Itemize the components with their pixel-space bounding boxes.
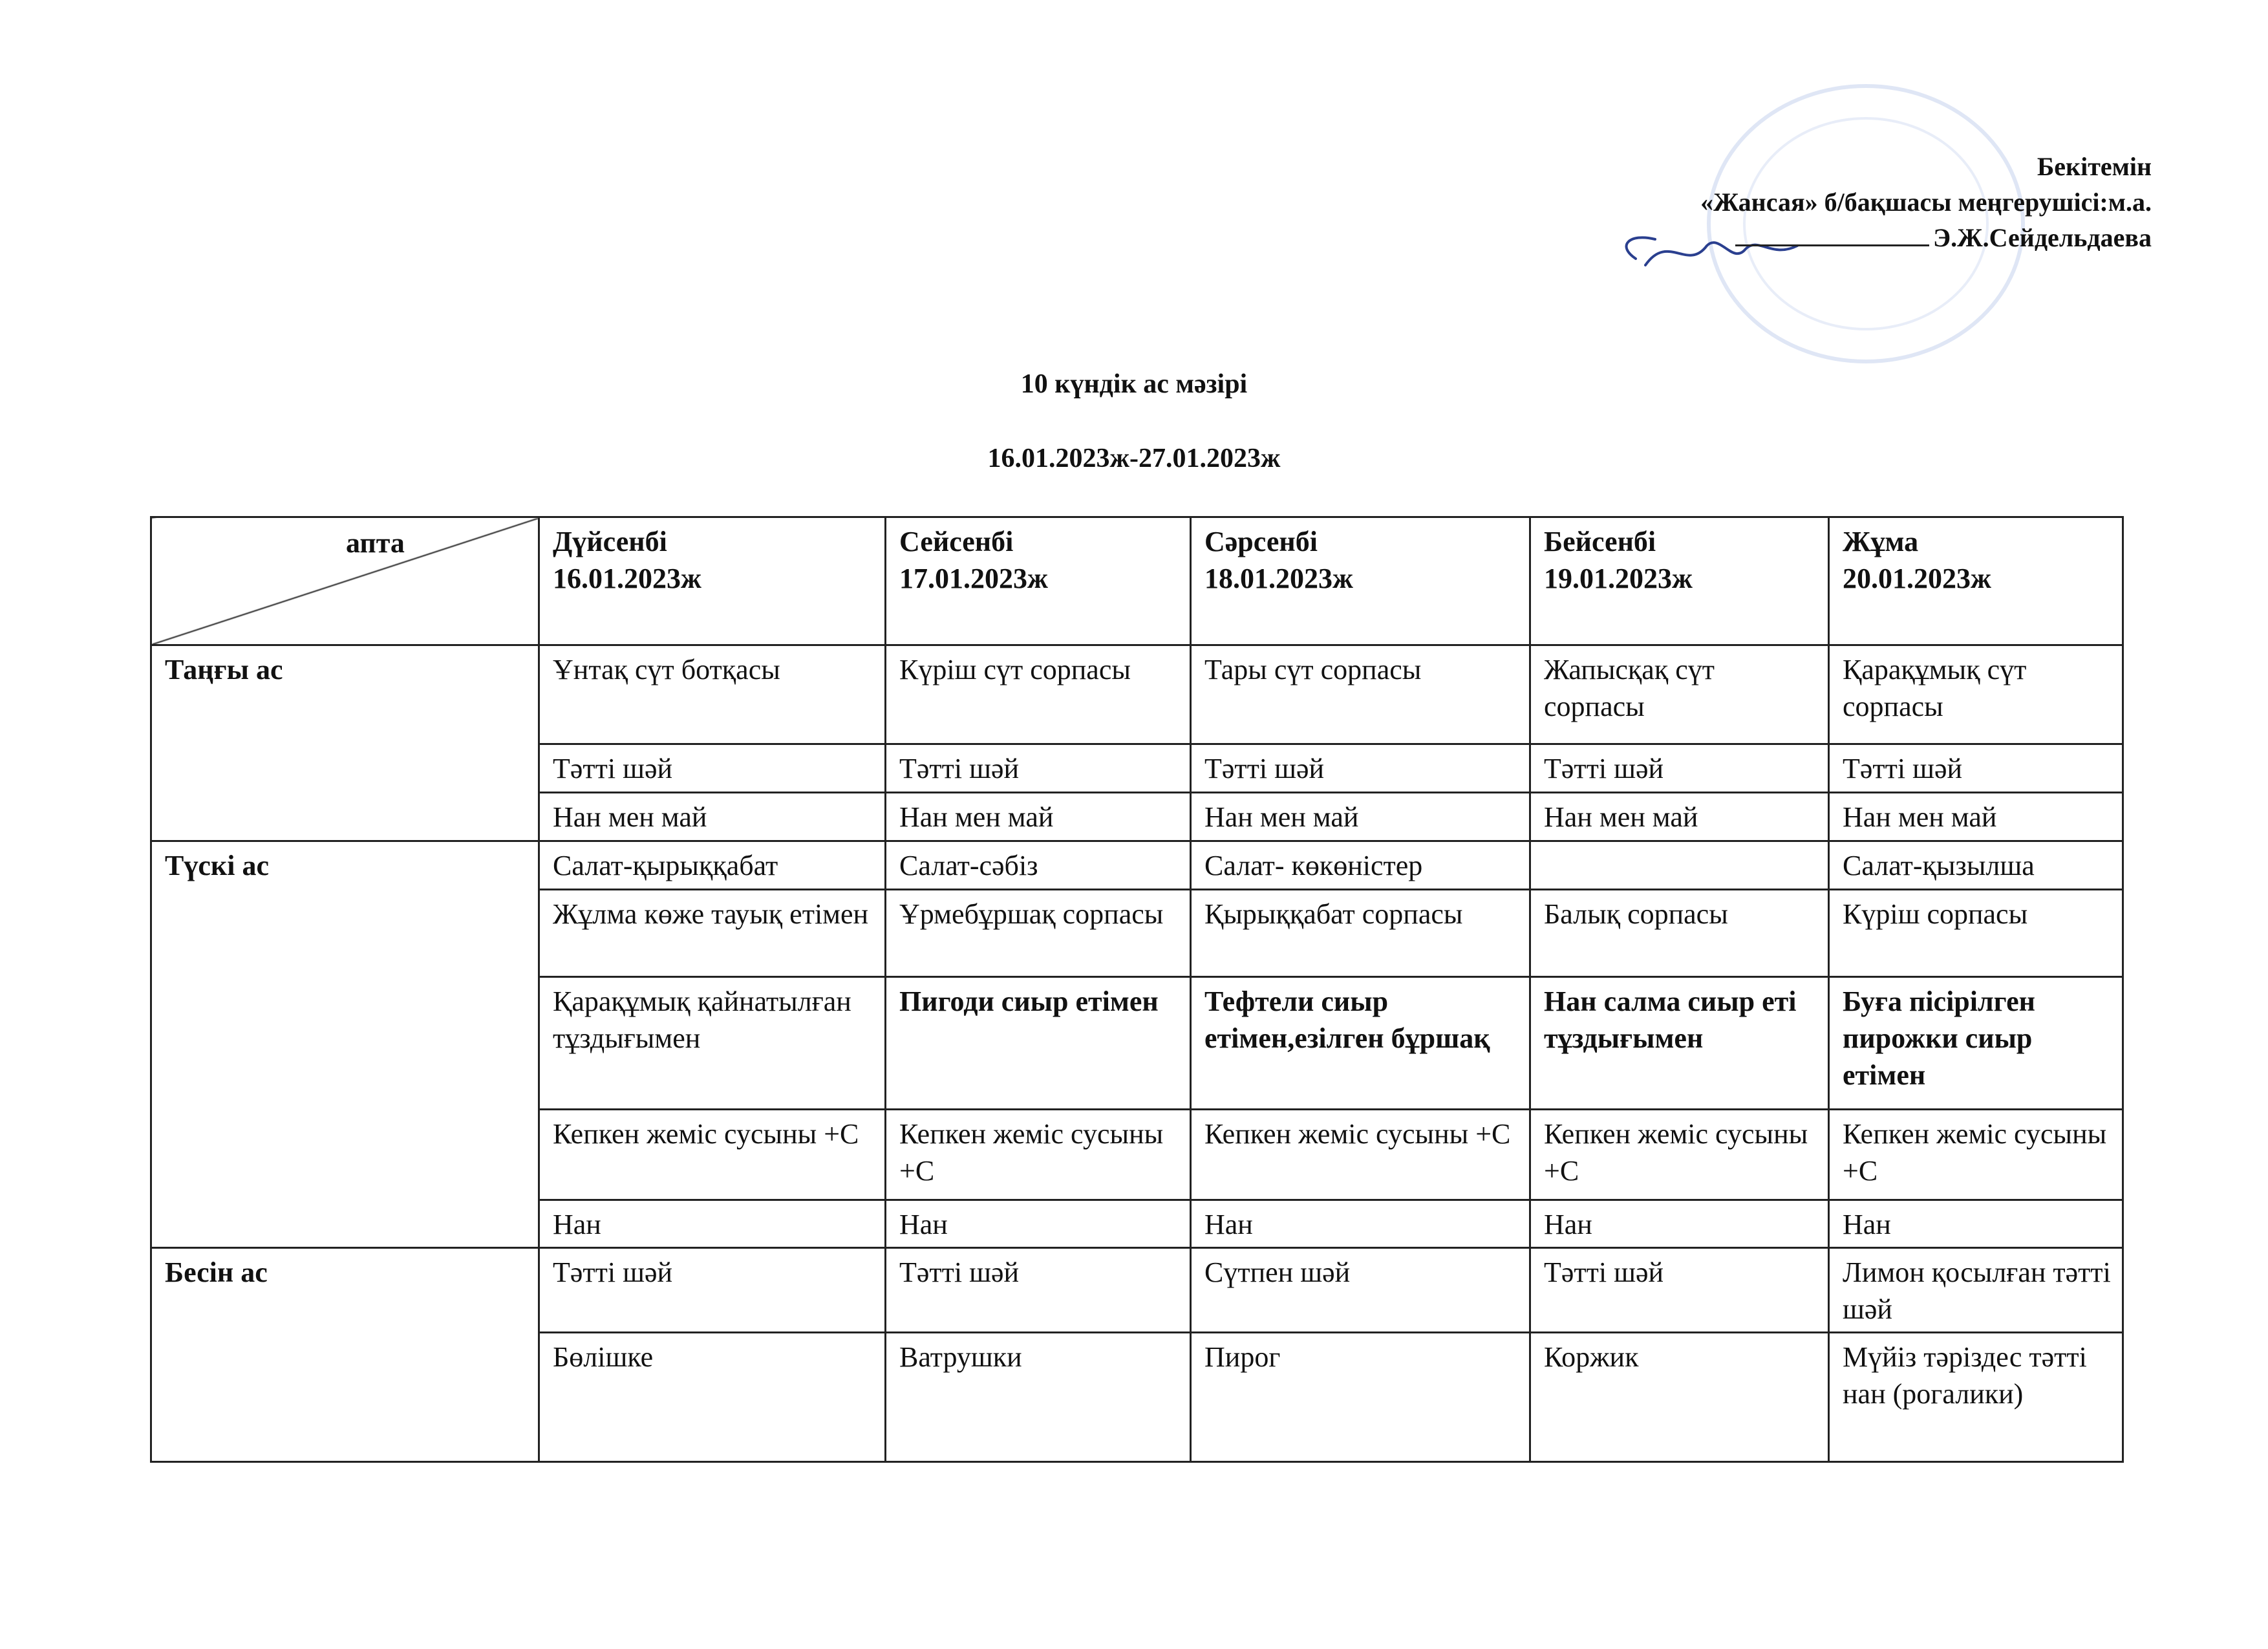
menu-cell: Нан мен май [886,793,1191,841]
menu-cell: Ұрмебұршақ сорпасы [886,890,1191,977]
menu-cell: Тәтті шәй [1530,744,1829,793]
menu-cell [1530,841,1829,890]
menu-cell: Лимон қосылған тәтті шәй [1829,1248,2123,1333]
page-period: 16.01.2023ж-27.01.2023ж [987,444,1281,473]
table-row [151,1248,2123,1333]
menu-cell: Нан [1530,1200,1829,1248]
menu-cell: Салат-қырыққабат [539,841,886,890]
signature-line [1735,244,1929,246]
menu-cell: Тәтті шәй [1829,744,2123,793]
menu-cell: Салат-қызылша [1829,841,2123,890]
menu-cell: Тәтті шәй [539,744,886,793]
menu-cell: Салат-сәбіз [886,841,1191,890]
menu-cell: Тәтті шәй [886,1248,1191,1333]
approval-heading: Бекітемін [2037,152,2152,181]
menu-cell: Нан мен май [1191,793,1530,841]
header-row [151,517,2123,645]
corner-label: апта [346,527,405,559]
menu-cell: Кепкен жеміс сусыны +С [539,1110,886,1200]
menu-cell: Тәтті шәй [1530,1248,1829,1333]
menu-cell: Қарақұмық қайнатылған тұздығымен [539,977,886,1110]
menu-table [150,516,2124,1463]
menu-cell: Нан [1829,1200,2123,1248]
day-name: Дүйсенбі [553,526,667,557]
menu-cell: Нан [1191,1200,1530,1248]
day-name: Жұма [1843,526,1919,557]
corner-cell [151,517,539,645]
page-title: 10 күндік ас мәзірі [1020,369,1248,399]
menu-cell: Нан салма сиыр еті тұздығымен [1530,977,1829,1110]
menu-cell: Жұлма көже тауық етімен [539,890,886,977]
menu-cell: Қарақұмық сүт сорпасы [1829,645,2123,744]
meal-label-lunch: Түскі ас [151,841,539,1248]
menu-cell: Тары сүт сорпасы [1191,645,1530,744]
menu-cell: Кепкен жеміс сусыны +С [886,1110,1191,1200]
menu-cell: Кепкен жеміс сусыны +С [1829,1110,2123,1200]
menu-cell: Күріш сорпасы [1829,890,2123,977]
menu-cell: Бөлішке [539,1333,886,1462]
menu-cell: Ватрушки [886,1333,1191,1462]
day-header [1829,517,2123,645]
meal-label-snack: Бесін ас [151,1248,539,1462]
menu-cell: Пигоди сиыр етімен [886,977,1191,1110]
menu-cell: Нан мен май [539,793,886,841]
menu-cell: Нан [539,1200,886,1248]
menu-cell: Жапысқақ сүт сорпасы [1530,645,1829,744]
day-name: Бейсенбі [1544,526,1656,557]
day-header [539,517,886,645]
approval-block [1700,149,2152,255]
day-name: Сәрсенбі [1204,526,1318,557]
approval-signatory [1700,220,2152,255]
menu-cell: Сүтпен шәй [1191,1248,1530,1333]
menu-cell: Нан мен май [1530,793,1829,841]
menu-cell: Мүйіз тәріздес тәтті нан (рогалики) [1829,1333,2123,1462]
menu-cell: Тефтели сиыр етімен,езілген бұршақ [1191,977,1530,1110]
menu-cell: Тәтті шәй [886,744,1191,793]
day-date: 19.01.2023ж [1544,563,1693,594]
menu-cell: Коржик [1530,1333,1829,1462]
menu-cell: Салат- көкөністер [1191,841,1530,890]
meal-label-breakfast: Таңғы ас [151,645,539,841]
menu-cell: Тәтті шәй [1191,744,1530,793]
menu-cell: Ұнтақ сүт ботқасы [539,645,886,744]
menu-cell: Кепкен жеміс сусыны +С [1530,1110,1829,1200]
menu-cell: Нан мен май [1829,793,2123,841]
table-row [151,841,2123,890]
menu-cell: Қырыққабат сорпасы [1191,890,1530,977]
day-date: 20.01.2023ж [1843,563,1991,594]
menu-cell: Күріш сүт сорпасы [886,645,1191,744]
day-header [1191,517,1530,645]
day-date: 17.01.2023ж [899,563,1048,594]
day-name: Сейсенбі [899,526,1014,557]
day-date: 18.01.2023ж [1204,563,1353,594]
day-header [886,517,1191,645]
signatory-name: Э.Ж.Сейдельдаева [1932,223,2152,252]
table-row [151,645,2123,744]
menu-cell: Буға пісірілген пирожки сиыр етімен [1829,977,2123,1110]
menu-cell: Нан [886,1200,1191,1248]
day-header [1530,517,1829,645]
menu-cell: Тәтті шәй [539,1248,886,1333]
menu-cell: Балық сорпасы [1530,890,1829,977]
day-date: 16.01.2023ж [553,563,701,594]
menu-cell: Пирог [1191,1333,1530,1462]
menu-cell: Кепкен жеміс сусыны +С [1191,1110,1530,1200]
approval-position: «Жансая» б/бақшасы меңгерушісі:м.а. [1700,188,2152,217]
